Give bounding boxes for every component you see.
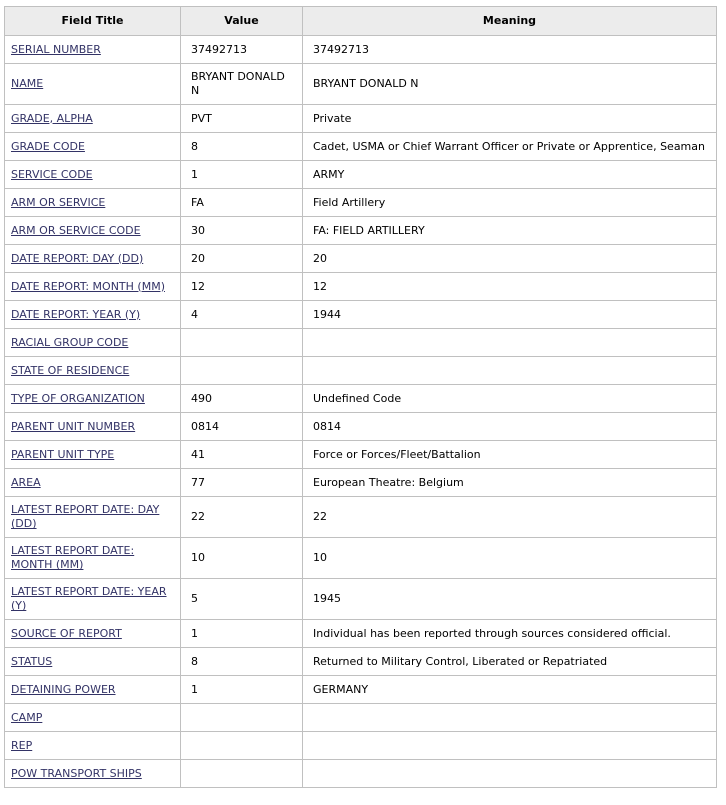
table-row bbox=[5, 273, 717, 301]
field-title-link[interactable]: SERVICE CODE bbox=[11, 167, 93, 181]
field-title-cell bbox=[5, 133, 181, 161]
meaning-cell bbox=[303, 329, 717, 357]
field-title-link[interactable]: LATEST REPORT DATE: DAY (DD) bbox=[11, 503, 160, 530]
meaning-cell: Force or Forces/Fleet/Battalion bbox=[303, 441, 717, 469]
meaning-cell: GERMANY bbox=[303, 676, 717, 704]
meaning-cell: Cadet, USMA or Chief Warrant Officer or Private or Apprentice, Seaman bbox=[303, 133, 717, 161]
field-title-link[interactable]: PARENT UNIT TYPE bbox=[11, 447, 115, 461]
header-row bbox=[5, 7, 717, 36]
field-title-link[interactable]: GRADE, ALPHA bbox=[11, 111, 93, 125]
value-cell: 77 bbox=[181, 469, 303, 497]
table-row bbox=[5, 469, 717, 497]
table-row bbox=[5, 64, 717, 105]
meaning-cell: Field Artillery bbox=[303, 189, 717, 217]
value-cell bbox=[181, 760, 303, 788]
field-title-link[interactable]: REP bbox=[11, 738, 33, 752]
field-title-link[interactable]: LATEST REPORT DATE: YEAR (Y) bbox=[11, 585, 167, 612]
meaning-cell: Returned to Military Control, Liberated or Repatriated bbox=[303, 648, 717, 676]
meaning-cell bbox=[303, 732, 717, 760]
field-title-link[interactable]: DATE REPORT: YEAR (Y) bbox=[11, 307, 141, 321]
table-row bbox=[5, 161, 717, 189]
table-row bbox=[5, 648, 717, 676]
field-title-link[interactable]: RACIAL GROUP CODE bbox=[11, 335, 129, 349]
field-title-link[interactable]: SERIAL NUMBER bbox=[11, 42, 101, 56]
table-row bbox=[5, 413, 717, 441]
field-title-cell bbox=[5, 105, 181, 133]
table-row bbox=[5, 217, 717, 245]
meaning-cell: 22 bbox=[303, 497, 717, 538]
meaning-cell: FA: FIELD ARTILLERY bbox=[303, 217, 717, 245]
field-title-cell bbox=[5, 413, 181, 441]
field-title-link[interactable]: CAMP bbox=[11, 710, 43, 724]
value-cell: 12 bbox=[181, 273, 303, 301]
table-header bbox=[5, 7, 717, 36]
field-title-cell bbox=[5, 385, 181, 413]
field-title-link[interactable]: ARM OR SERVICE bbox=[11, 195, 106, 209]
field-title-cell bbox=[5, 245, 181, 273]
field-title-cell bbox=[5, 441, 181, 469]
value-cell: 37492713 bbox=[181, 36, 303, 64]
field-title-link[interactable]: GRADE CODE bbox=[11, 139, 85, 153]
field-title-cell bbox=[5, 497, 181, 538]
meaning-cell bbox=[303, 704, 717, 732]
field-title-cell bbox=[5, 620, 181, 648]
field-title-cell bbox=[5, 648, 181, 676]
field-title-cell bbox=[5, 36, 181, 64]
field-title-link[interactable]: DATE REPORT: MONTH (MM) bbox=[11, 279, 165, 293]
field-title-link[interactable]: ARM OR SERVICE CODE bbox=[11, 223, 141, 237]
meaning-cell: European Theatre: Belgium bbox=[303, 469, 717, 497]
table-row bbox=[5, 760, 717, 788]
records-table-body bbox=[5, 36, 717, 788]
table-row bbox=[5, 676, 717, 704]
field-title-cell bbox=[5, 676, 181, 704]
field-title-link[interactable]: DETAINING POWER bbox=[11, 682, 116, 696]
value-cell: 4 bbox=[181, 301, 303, 329]
value-cell: 22 bbox=[181, 497, 303, 538]
value-cell bbox=[181, 357, 303, 385]
table-row bbox=[5, 579, 717, 620]
field-title-link[interactable]: LATEST REPORT DATE: MONTH (MM) bbox=[11, 544, 135, 571]
table-row bbox=[5, 329, 717, 357]
field-title-cell bbox=[5, 357, 181, 385]
value-cell bbox=[181, 329, 303, 357]
field-title-cell bbox=[5, 64, 181, 105]
meaning-cell bbox=[303, 357, 717, 385]
field-title-cell bbox=[5, 273, 181, 301]
table-row bbox=[5, 189, 717, 217]
value-cell: 30 bbox=[181, 217, 303, 245]
field-title-cell bbox=[5, 469, 181, 497]
value-cell: 8 bbox=[181, 648, 303, 676]
field-title-cell bbox=[5, 760, 181, 788]
meaning-cell: 1945 bbox=[303, 579, 717, 620]
field-title-link[interactable]: STATE OF RESIDENCE bbox=[11, 363, 130, 377]
field-title-cell bbox=[5, 161, 181, 189]
table-row bbox=[5, 357, 717, 385]
value-cell: PVT bbox=[181, 105, 303, 133]
meaning-cell: 10 bbox=[303, 538, 717, 579]
field-title-cell bbox=[5, 217, 181, 245]
meaning-cell: Private bbox=[303, 105, 717, 133]
table-row bbox=[5, 620, 717, 648]
field-title-link[interactable]: AREA bbox=[11, 475, 41, 489]
value-cell: 20 bbox=[181, 245, 303, 273]
field-title-cell bbox=[5, 189, 181, 217]
field-title-link[interactable]: DATE REPORT: DAY (DD) bbox=[11, 251, 144, 265]
table-row bbox=[5, 133, 717, 161]
field-title-cell bbox=[5, 704, 181, 732]
field-title-link[interactable]: POW TRANSPORT SHIPS bbox=[11, 766, 142, 780]
value-cell: 5 bbox=[181, 579, 303, 620]
table-row bbox=[5, 441, 717, 469]
table-row bbox=[5, 538, 717, 579]
table-row bbox=[5, 385, 717, 413]
field-title-cell bbox=[5, 732, 181, 760]
value-cell: 8 bbox=[181, 133, 303, 161]
table-row bbox=[5, 497, 717, 538]
field-title-cell bbox=[5, 329, 181, 357]
field-title-link[interactable]: NAME bbox=[11, 77, 44, 90]
meaning-cell: Undefined Code bbox=[303, 385, 717, 413]
meaning-cell: ARMY bbox=[303, 161, 717, 189]
column-header-value: Value bbox=[181, 7, 303, 36]
value-cell: BRYANT DONALD N bbox=[181, 64, 303, 105]
meaning-cell bbox=[303, 760, 717, 788]
value-cell: 490 bbox=[181, 385, 303, 413]
value-cell: 1 bbox=[181, 676, 303, 704]
field-title-link[interactable]: SOURCE OF REPORT bbox=[11, 626, 122, 640]
meaning-cell: Individual has been reported through sources considered official. bbox=[303, 620, 717, 648]
field-title-cell bbox=[5, 579, 181, 620]
value-cell: 0814 bbox=[181, 413, 303, 441]
table-row bbox=[5, 732, 717, 760]
field-title-link[interactable]: PARENT UNIT NUMBER bbox=[11, 419, 136, 433]
table-row bbox=[5, 105, 717, 133]
value-cell: 41 bbox=[181, 441, 303, 469]
field-title-cell bbox=[5, 538, 181, 579]
meaning-cell: 1944 bbox=[303, 301, 717, 329]
meaning-cell: 20 bbox=[303, 245, 717, 273]
meaning-cell: BRYANT DONALD N bbox=[303, 64, 717, 105]
value-cell: 1 bbox=[181, 620, 303, 648]
value-cell bbox=[181, 732, 303, 760]
field-title-cell bbox=[5, 301, 181, 329]
field-title-link[interactable]: TYPE OF ORGANIZATION bbox=[11, 391, 145, 405]
column-header-field-title: Field Title bbox=[5, 7, 181, 36]
value-cell: FA bbox=[181, 189, 303, 217]
value-cell: 1 bbox=[181, 161, 303, 189]
table-row bbox=[5, 36, 717, 64]
field-value-meaning-table bbox=[4, 6, 717, 788]
value-cell bbox=[181, 704, 303, 732]
table-row bbox=[5, 245, 717, 273]
meaning-cell: 12 bbox=[303, 273, 717, 301]
value-cell: 10 bbox=[181, 538, 303, 579]
table-row bbox=[5, 301, 717, 329]
meaning-cell: 37492713 bbox=[303, 36, 717, 64]
column-header-meaning: Meaning bbox=[303, 7, 717, 36]
field-title-link[interactable]: STATUS bbox=[11, 654, 53, 668]
meaning-cell: 0814 bbox=[303, 413, 717, 441]
table-row bbox=[5, 704, 717, 732]
